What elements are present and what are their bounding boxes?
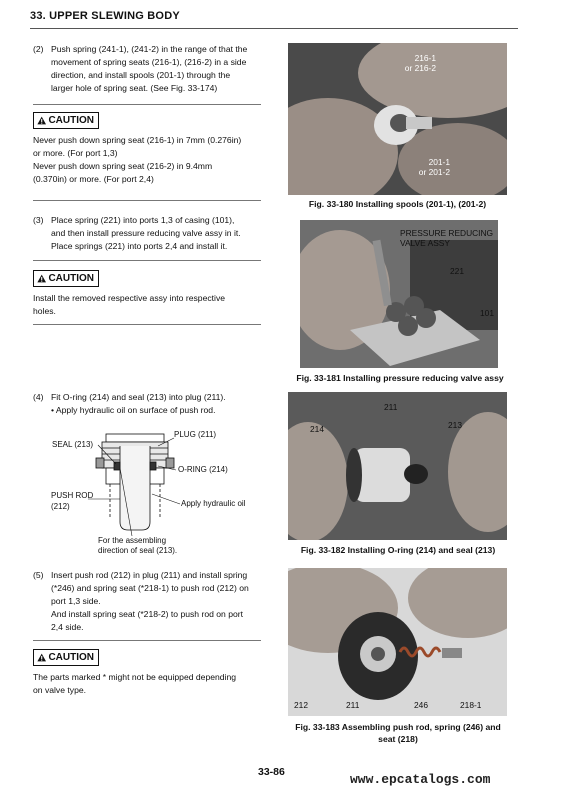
callout: 101 xyxy=(480,308,494,318)
callout: 213 xyxy=(448,420,462,430)
step-number: (4) xyxy=(33,392,44,402)
callout: 211 xyxy=(384,402,398,412)
figure-183-photo xyxy=(288,568,507,716)
watermark: www.epcatalogs.com xyxy=(350,772,491,787)
divider xyxy=(33,324,261,325)
header-divider xyxy=(30,28,518,29)
caution-badge: CAUTION xyxy=(33,270,99,287)
caution-badge: CAUTION xyxy=(33,649,99,666)
caution-text: The parts marked * might not be equipped depending on valve type. xyxy=(33,672,237,695)
step-5: (5) Insert push rod (212) in plug (211) and install spring (*246) and spring seat (*218-1) to push rod (212) on port 1,3 side. And install spring seat (*218-2) to push rod on port 2,4 side. xyxy=(33,570,249,632)
plug-label: PLUG (211) xyxy=(174,430,217,439)
page-number: 33-86 xyxy=(258,766,285,778)
caution-text: Never push down spring seat (216-1) in 7mm (0.276in) or more. (For port 1,3) Never push down spring seat (216-2) in 9.4mm (0.370in) or more. (For port 2,4) xyxy=(33,135,242,184)
step-2: (2) Push spring (241-1), (241-2) in the range of that the movement of spring seats (216-1), (216-2) in a side direction, and install spools (201-1) through the larger hole of spring seat. (See Fig. 33-174) xyxy=(33,44,248,93)
warning-icon xyxy=(37,273,46,284)
divider xyxy=(33,640,261,641)
callout: 212 xyxy=(294,700,308,710)
callout: 214 xyxy=(310,424,324,434)
figure-182-photo xyxy=(288,392,507,540)
section-title: 33. UPPER SLEWING BODY xyxy=(30,10,180,22)
pushrod-spring-photo-illustration xyxy=(288,568,507,716)
plug-seal-diagram xyxy=(48,424,263,556)
callout: 216-1 or 216-2 xyxy=(404,53,436,73)
callout: 218-1 xyxy=(460,700,482,710)
step-number: (2) xyxy=(33,44,44,54)
seal-label: SEAL (213) xyxy=(52,440,94,449)
pushrod-label-num: (212) xyxy=(51,502,70,511)
oil-label: Apply hydraulic oil xyxy=(181,499,246,508)
step-number: (5) xyxy=(33,570,44,580)
caution-text: Install the removed respective assy into respective holes. xyxy=(33,293,226,316)
figure-181-caption: Fig. 33-181 Installing pressure reducing valve assy xyxy=(296,373,504,383)
step-number: (3) xyxy=(33,215,44,225)
callout: 211 xyxy=(346,700,360,710)
oring-seal-photo-illustration xyxy=(288,392,507,540)
seal-direction-note: For the assembling xyxy=(98,536,167,545)
callout: PRESSURE REDUCING VALVE ASSY xyxy=(400,228,494,248)
oring-label: O-RING (214) xyxy=(178,465,228,474)
divider xyxy=(33,200,261,201)
step-3: (3) Place spring (221) into ports 1,3 of casing (101), and then install pressure reducing valve assy in it. Place springs (221) into ports 2,4 and install it. xyxy=(33,215,241,251)
figure-182-caption: Fig. 33-182 Installing O-ring (214) and seal (213) xyxy=(300,545,496,555)
warning-icon xyxy=(37,652,46,663)
figure-180-photo xyxy=(288,43,507,195)
caution-badge: CAUTION xyxy=(33,112,99,129)
seal-direction-note-2: direction of seal (213). xyxy=(98,546,178,555)
pushrod-label: PUSH ROD xyxy=(51,491,94,500)
figure-180-caption: Fig. 33-180 Installing spools (201-1), (201-2) xyxy=(308,199,487,209)
divider xyxy=(33,260,261,261)
divider xyxy=(33,104,261,105)
callout: 201-1 or 201-2 xyxy=(418,157,450,177)
warning-icon xyxy=(37,115,46,126)
step-4: (4) Fit O-ring (214) and seal (213) into plug (211). • Apply hydraulic oil on surface of push rod. xyxy=(33,392,226,415)
figure-183-caption: Fig. 33-183 Assembling push rod, spring (246) and seat (218) xyxy=(295,722,501,744)
callout: 221 xyxy=(450,266,464,276)
figure-181-photo xyxy=(300,220,498,368)
callout: 246 xyxy=(414,700,428,710)
